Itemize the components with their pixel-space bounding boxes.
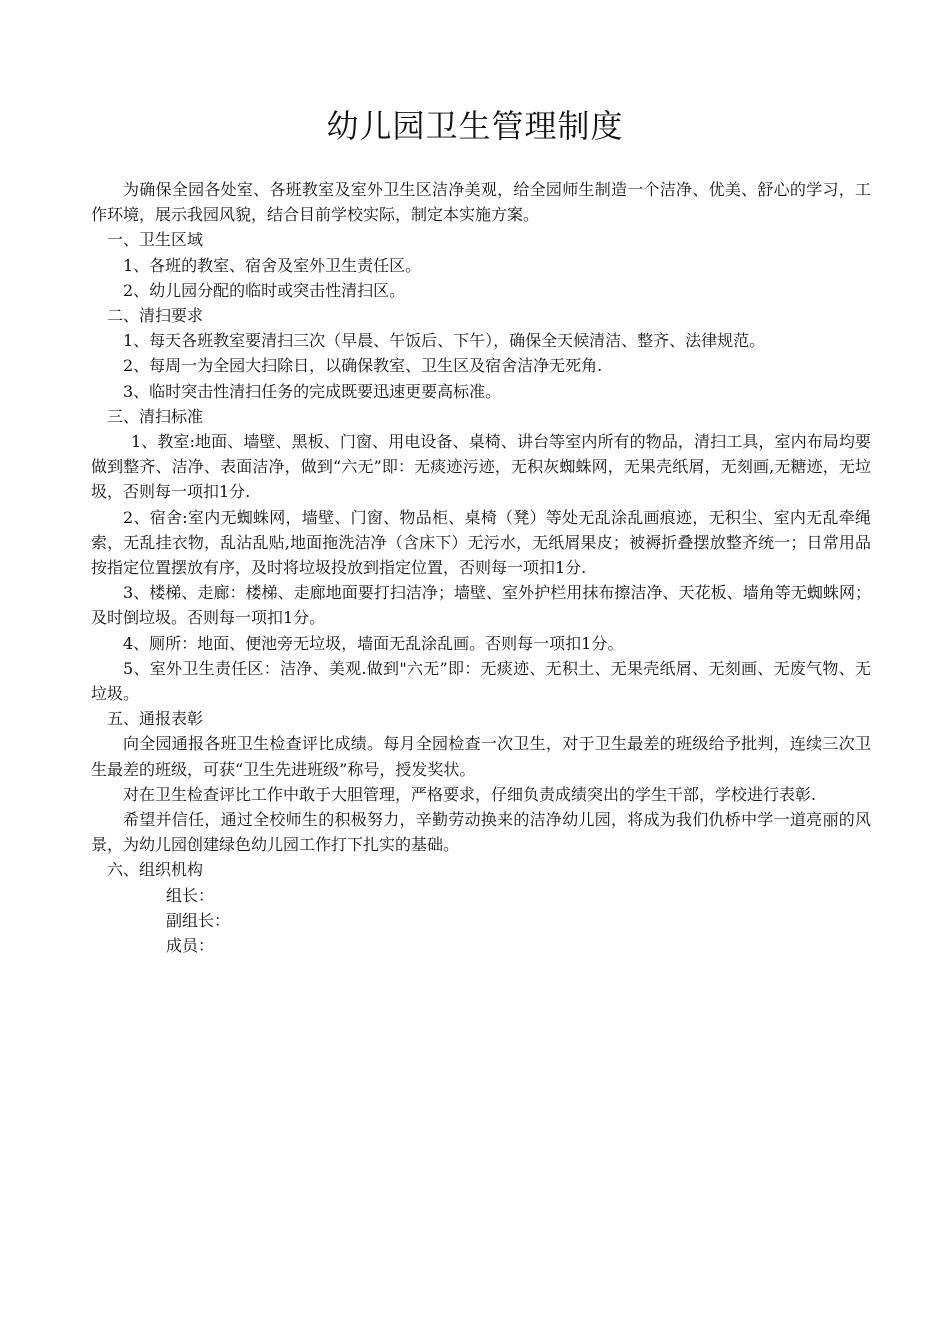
body-paragraph: 希望并信任，通过全校师生的积极努力，辛勤劳动换来的洁净幼儿园，将成为我们仇桥中学一道亮丽的风景，为幼儿园创建绿色幼儿园工作打下扎实的基础。 — [91, 810, 871, 855]
list-item: 1、每天各班教室要清扫三次（早晨、午饭后、下午），确保全天候清洁、整齐、法律规范。 — [123, 331, 766, 351]
org-members-line: 成员： — [166, 936, 215, 956]
list-item: 1、各班的教室、宿舍及室外卫生责任区。 — [123, 255, 422, 275]
section-heading-cleaning-requirements: 二、清扫要求 — [107, 306, 204, 326]
section-heading-cleaning-standards: 三、清扫标准 — [107, 406, 204, 426]
list-item: 3、临时突击性清扫任务的完成既要迅速更要高标准。 — [123, 381, 502, 401]
org-leader-line: 组长： — [166, 885, 215, 905]
section-heading-commendation: 五、通报表彰 — [107, 709, 204, 729]
list-item: 3、楼梯、走廊：楼梯、走廊地面要打扫洁净；墙壁、室外护栏用抹布擦洁净、天花板、墙角等无蜘蛛网；及时倒垃圾。否则每一项扣1分。 — [91, 583, 871, 628]
list-item: 2、每周一为全园大扫除日，以确保教室、卫生区及宿舍洁净无死角. — [123, 356, 603, 376]
document-title: 幼儿园卫生管理制度 — [326, 107, 624, 145]
body-paragraph: 向全园通报各班卫生检查评比成绩。每月全园检查一次卫生，对于卫生最差的班级给予批判，连续三次卫生最差的班级，可获“卫生先进班级”称号，授发奖状。 — [91, 734, 871, 779]
intro-paragraph: 为确保全园各处室、各班教室及室外卫生区洁净美观，给全园师生制造一个洁净、优美、舒心的学习，工作环境，展示我园风貌，结合目前学校实际，制定本实施方案。 — [91, 180, 871, 225]
body-paragraph: 对在卫生检查评比工作中敢于大胆管理，严格要求，仔细负责成绩突出的学生干部，学校进行表彰. — [123, 784, 817, 804]
list-item: 2、幼儿园分配的临时或突击性清扫区。 — [123, 280, 406, 300]
section-heading-hygiene-areas: 一、卫生区域 — [107, 230, 204, 250]
document-body — [91, 177, 871, 958]
list-item: 2、宿舍:室内无蜘蛛网，墙壁、门窗、物品柜、桌椅（凳）等处无乱涂乱画痕迹，无积尘、室内无乱牵绳索，无乱挂衣物，乱沾乱贴,地面拖洗洁净（含床下）无污水，无纸屑果皮；被褥折叠摆放整齐统一；日常用品按指定位置摆放有序，及时将垃圾投放到指定位置，否则每一项扣1分. — [91, 507, 871, 578]
org-deputy-leader-line: 副组长： — [166, 910, 231, 930]
section-heading-organization: 六、组织机构 — [107, 860, 204, 880]
list-item: 4、厕所：地面、便池旁无垃圾，墙面无乱涂乱画。否则每一项扣1分。 — [123, 633, 624, 653]
list-item: 5、室外卫生责任区：洁净、美观.做到"六无”即：无痰迹、无积土、无果壳纸屑、无刻画、无废气物、无垃圾。 — [91, 658, 871, 704]
list-item: 1、教室:地面、墙壁、黑板、门窗、用电设备、桌椅、讲台等室内所有的物品，清扫工具，室内布局均要做到整齐、洁净、表面洁净，做到“六无”即：无痰迹污迹，无积灰蜘蛛网，无果壳纸屑，无刻画,无糖迹，无垃圾，否则每一项扣1分. — [91, 432, 871, 502]
